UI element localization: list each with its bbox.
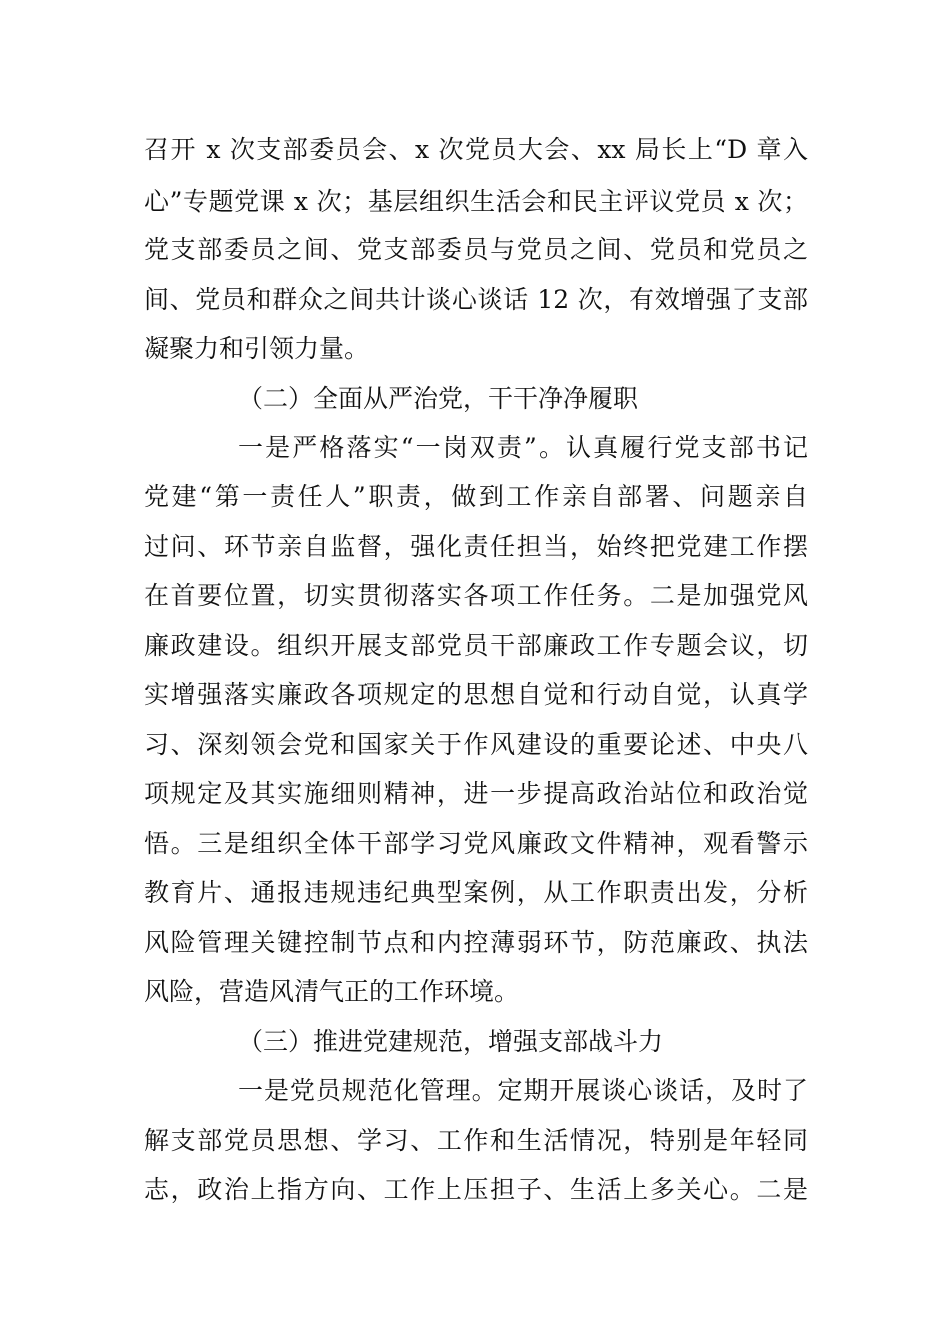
paragraph-1-line-3: 党支部委员之间、党支部委员与党员之间、党员和党员之 (144, 235, 808, 264)
paragraph-2-line-7: 习、深刻领会党和国家关于作风建设的重要论述、中央八 (144, 730, 808, 759)
paragraph-2-line-8: 项规定及其实施细则精神，进一步提高政治站位和政治觉 (144, 779, 808, 808)
paragraph-2-line-10: 教育片、通报违规违纪典型案例，从工作职责出发，分析 (144, 878, 808, 907)
paragraph-3-line-1: 一是党员规范化管理。定期开展谈心谈话，及时了 (238, 1076, 808, 1105)
paragraph-2-line-5: 廉政建设。组织开展支部党员干部廉政工作专题会议，切 (144, 631, 808, 660)
paragraph-2-line-6: 实增强落实廉政各项规定的思想自觉和行动自觉，认真学 (144, 680, 808, 709)
paragraph-2-line-2: 党建“第一责任人”职责，做到工作亲自部署、问题亲自 (144, 482, 808, 511)
paragraph-1-line-4: 间、党员和群众之间共计谈心谈话 12 次，有效增强了支部 (144, 285, 808, 314)
paragraph-3-line-3: 志，政治上指方向、工作上压担子、生活上多关心。二是 (144, 1175, 808, 1204)
paragraph-2-line-9: 悟。三是组织全体干部学习党风廉政文件精神，观看警示 (144, 829, 808, 858)
paragraph-1-line-5: 凝聚力和引领力量。 (144, 334, 370, 363)
paragraph-2-line-1: 一是严格落实“一岗双责”。认真履行党支部书记 (238, 433, 808, 462)
paragraph-2-line-4: 在首要位置，切实贯彻落实各项工作任务。二是加强党风 (144, 581, 808, 610)
section-heading-3: （三）推进党建规范，增强支部战斗力 (238, 1027, 664, 1056)
paragraph-3-line-2: 解支部党员思想、学习、工作和生活情况，特别是年轻同 (144, 1126, 808, 1155)
paragraph-2-line-12: 风险，营造风清气正的工作环境。 (144, 977, 520, 1006)
paragraph-2-line-11: 风险管理关键控制节点和内控薄弱环节，防范廉政、执法 (144, 928, 808, 957)
section-heading-2: （二）全面从严治党，干干净净履职 (238, 384, 639, 413)
paragraph-1-line-2: 心”专题党课 x 次；基层组织生活会和民主评议党员 x 次； (144, 187, 808, 216)
paragraph-2-line-3: 过问、环节亲自监督，强化责任担当，始终把党建工作摆 (144, 532, 808, 561)
paragraph-1-line-1: 召开 x 次支部委员会、x 次党员大会、xx 局长上“D 章入 (144, 135, 808, 164)
